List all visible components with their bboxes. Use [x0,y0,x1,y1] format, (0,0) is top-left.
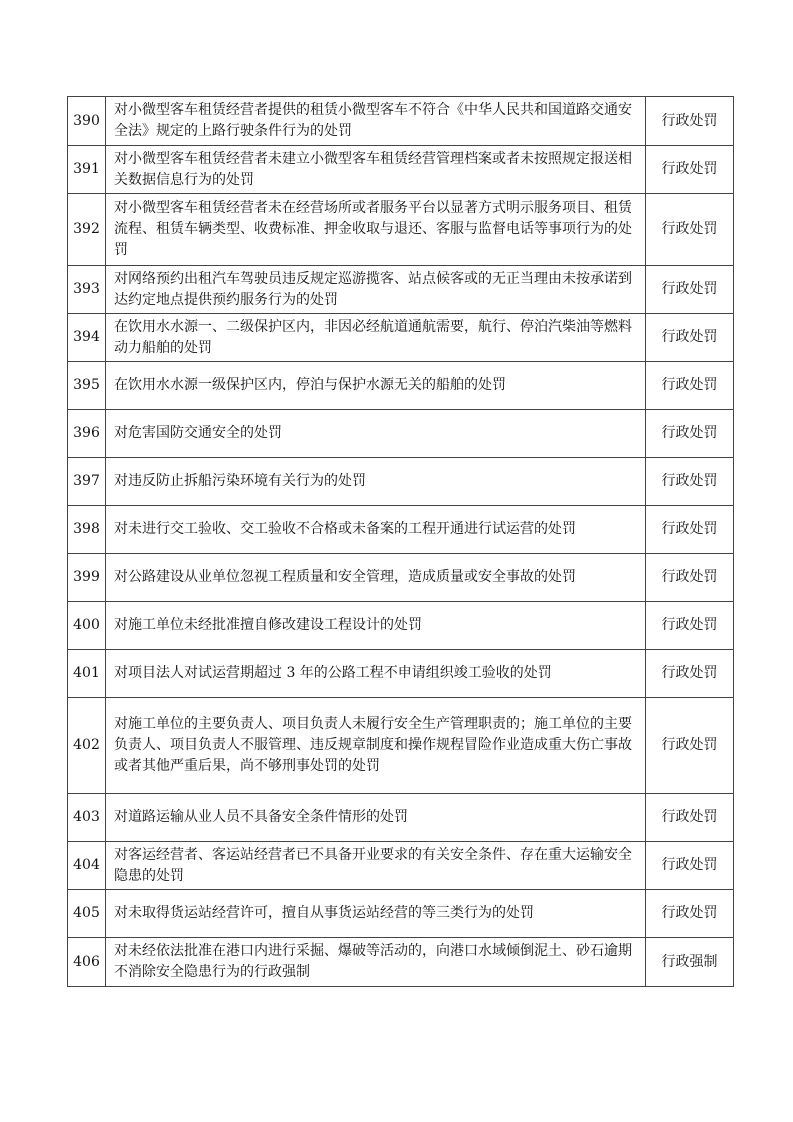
row-category: 行政处罚 [646,554,734,602]
row-number: 406 [68,938,106,987]
row-category: 行政强制 [646,938,734,987]
row-category: 行政处罚 [646,410,734,458]
table-row [68,362,734,410]
row-description: 对客运经营者、客运站经营者已不具备开业要求的有关安全条件、存在重大运输安全隐患的处罚 [106,842,646,890]
row-category: 行政处罚 [646,890,734,938]
penalty-table [67,96,734,987]
table-row [68,698,734,794]
row-category: 行政处罚 [646,794,734,842]
row-category: 行政处罚 [646,266,734,314]
table-row [68,314,734,362]
row-category: 行政处罚 [646,602,734,650]
table-row [68,410,734,458]
row-number: 398 [68,506,106,554]
row-description: 对公路建设从业单位忽视工程质量和安全管理，造成质量或安全事故的处罚 [106,554,646,602]
row-description: 对未进行交工验收、交工验收不合格或未备案的工程开通进行试运营的处罚 [106,506,646,554]
table-row [68,554,734,602]
row-number: 397 [68,458,106,506]
row-number: 405 [68,890,106,938]
row-category: 行政处罚 [646,146,734,194]
row-number: 393 [68,266,106,314]
table-row [68,650,734,698]
table-row [68,842,734,890]
row-category: 行政处罚 [646,194,734,266]
row-description: 对未取得货运站经营许可，擅自从事货运站经营的等三类行为的处罚 [106,890,646,938]
row-number: 390 [68,97,106,146]
row-category: 行政处罚 [646,650,734,698]
row-category: 行政处罚 [646,362,734,410]
row-number: 396 [68,410,106,458]
row-number: 402 [68,698,106,794]
row-description: 对小微型客车租赁经营者提供的租赁小微型客车不符合《中华人民共和国道路交通安全法》规定的上路行驶条件行为的处罚 [106,97,646,146]
row-number: 399 [68,554,106,602]
row-number: 401 [68,650,106,698]
row-number: 394 [68,314,106,362]
table-row [68,97,734,146]
row-description: 对项目法人对试运营期超过 3 年的公路工程不申请组织竣工验收的处罚 [106,650,646,698]
table-row [68,194,734,266]
table-row [68,506,734,554]
table-row [68,266,734,314]
row-category: 行政处罚 [646,97,734,146]
row-description: 对施工单位未经批准擅自修改建设工程设计的处罚 [106,602,646,650]
row-category: 行政处罚 [646,506,734,554]
row-description: 对施工单位的主要负责人、项目负责人未履行安全生产管理职责的；施工单位的主要负责人、项目负责人不服管理、违反规章制度和操作规程冒险作业造成重大伤亡事故或者其他严重后果，尚不够刑事处罚的处罚 [106,698,646,794]
table-row [68,794,734,842]
table-row [68,458,734,506]
row-description: 对网络预约出租汽车驾驶员违反规定巡游揽客、站点候客或的无正当理由未按承诺到达约定地点提供预约服务行为的处罚 [106,266,646,314]
row-number: 403 [68,794,106,842]
row-number: 400 [68,602,106,650]
row-category: 行政处罚 [646,458,734,506]
table-row [68,146,734,194]
row-description: 对违反防止拆船污染环境有关行为的处罚 [106,458,646,506]
row-number: 404 [68,842,106,890]
table-row [68,890,734,938]
row-description: 在饮用水水源一级保护区内，停泊与保护水源无关的船舶的处罚 [106,362,646,410]
row-number: 395 [68,362,106,410]
row-description: 对小微型客车租赁经营者未建立小微型客车租赁经营管理档案或者未按照规定报送相关数据信息行为的处罚 [106,146,646,194]
table-row [68,602,734,650]
row-category: 行政处罚 [646,314,734,362]
row-category: 行政处罚 [646,698,734,794]
row-description: 对危害国防交通安全的处罚 [106,410,646,458]
table-row [68,938,734,987]
row-category: 行政处罚 [646,842,734,890]
row-description: 在饮用水水源一、二级保护区内，非因必经航道通航需要，航行、停泊汽柴油等燃料动力船舶的处罚 [106,314,646,362]
row-number: 391 [68,146,106,194]
row-description: 对未经依法批准在港口内进行采掘、爆破等活动的，向港口水域倾倒泥土、砂石逾期不消除安全隐患行为的行政强制 [106,938,646,987]
row-number: 392 [68,194,106,266]
row-description: 对小微型客车租赁经营者未在经营场所或者服务平台以显著方式明示服务项目、租赁流程、租赁车辆类型、收费标准、押金收取与退还、客服与监督电话等事项行为的处罚 [106,194,646,266]
row-description: 对道路运输从业人员不具备安全条件情形的处罚 [106,794,646,842]
